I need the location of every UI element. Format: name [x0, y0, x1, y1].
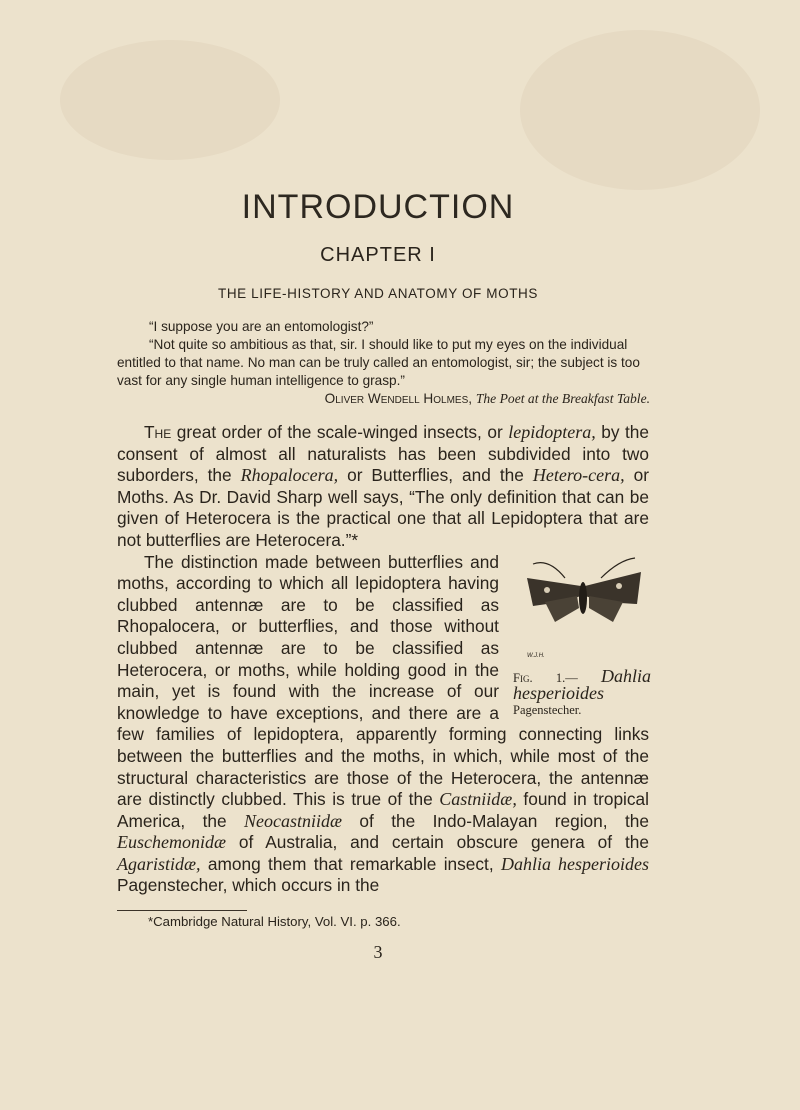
figure-species: Dahlia hesperioides [513, 666, 651, 704]
page-number: 3 [373, 942, 383, 962]
text-run: among them that remarkable insect, [200, 853, 501, 874]
term-heterocera: Hetero-cera, [532, 465, 625, 486]
term-dahlia: Dahlia hesperioides [500, 853, 649, 874]
figure-label: Fig. 1.— [513, 671, 578, 686]
term-castniidae: Castniidæ, [439, 789, 517, 810]
term-lepidoptera: lepidoptera, [508, 422, 596, 442]
drop-lead-word: The [144, 422, 172, 442]
epigraph [117, 318, 650, 408]
chapter-subtitle: THE LIFE-HISTORY AND ANATOMY OF MOTHS [217, 286, 538, 301]
paper-stain [520, 30, 760, 190]
term-rhopalocera: Rhopalocera, [240, 465, 339, 486]
paragraph-2 [117, 552, 649, 898]
text-run: found in tropical America, the [117, 789, 649, 831]
epigraph-line-2: “Not quite so ambitious as that, sir. I should like to put my eyes on the individual entitled to that name. No man can be truly called an entomologist, sir; the subject is too vast for any single human intelligence to grasp.” [117, 337, 640, 388]
term-neocastniidae: Neocastniidæ [244, 810, 342, 831]
text-run: of Australia, and certain obscure genera of the [225, 832, 649, 853]
epigraph-work: The Poet at the Breakfast Table. [475, 391, 650, 406]
moth-illustration-icon [519, 556, 649, 646]
epigraph-author: Oliver Wendell Holmes, [324, 391, 473, 406]
text-run: great order of the scale-winged insects, or [171, 422, 509, 442]
body-text [117, 422, 649, 897]
term-euschemonidae: Euschemonidæ [117, 832, 226, 853]
text-run: by the consent of almost all naturalists has been subdivided into two suborders, the [117, 422, 649, 486]
epigraph-attribution [117, 390, 650, 408]
figure-1 [513, 556, 651, 719]
chapter-heading: CHAPTER I [320, 244, 436, 266]
term-agaristidae: Agaristidæ, [117, 853, 201, 874]
figure-author: Pagenstecher. [513, 703, 582, 718]
epigraph-line-1: “I suppose you are an entomologist?” [149, 319, 374, 334]
text-run: of the Indo-Malayan region, the [342, 810, 649, 831]
text-run: Pagenstecher, which occurs in the [117, 875, 380, 896]
page-title: INTRODUCTION [241, 188, 515, 226]
figure-caption [513, 666, 651, 718]
text-run: or Butterflies, and the [338, 465, 533, 486]
footnote-divider [117, 910, 247, 911]
footnote: *Cambridge Natural History, Vol. VI. p. 366. [148, 914, 401, 929]
paper-stain [60, 40, 280, 160]
illustrator-initials: W.J.H. [527, 652, 545, 659]
text-run: or Moths. As Dr. David Sharp well says, “The only definition that can be given of Heterocera is the practical one that all Lepidoptera that are not butterflies are Heterocera.”* [117, 465, 649, 550]
paragraph-1 [117, 422, 649, 552]
text-run: The distinction made between butterflies and moths, according to which all lepidoptera having clubbed antennæ are to be classified as Rhopalocera, or butterflies, and those without clubbed antennæ are to be classified as Heterocera, or moths, while holding good in the main, yet is found with the increase of our knowledge to have exceptions, and there are a few families of lepidoptera, apparently forming connecting links between the butterflies and the moths, in which, while most of the structural characteristics are those of the Heterocera, the antennæ are distinctly clubbed. This is true of the [117, 551, 649, 810]
